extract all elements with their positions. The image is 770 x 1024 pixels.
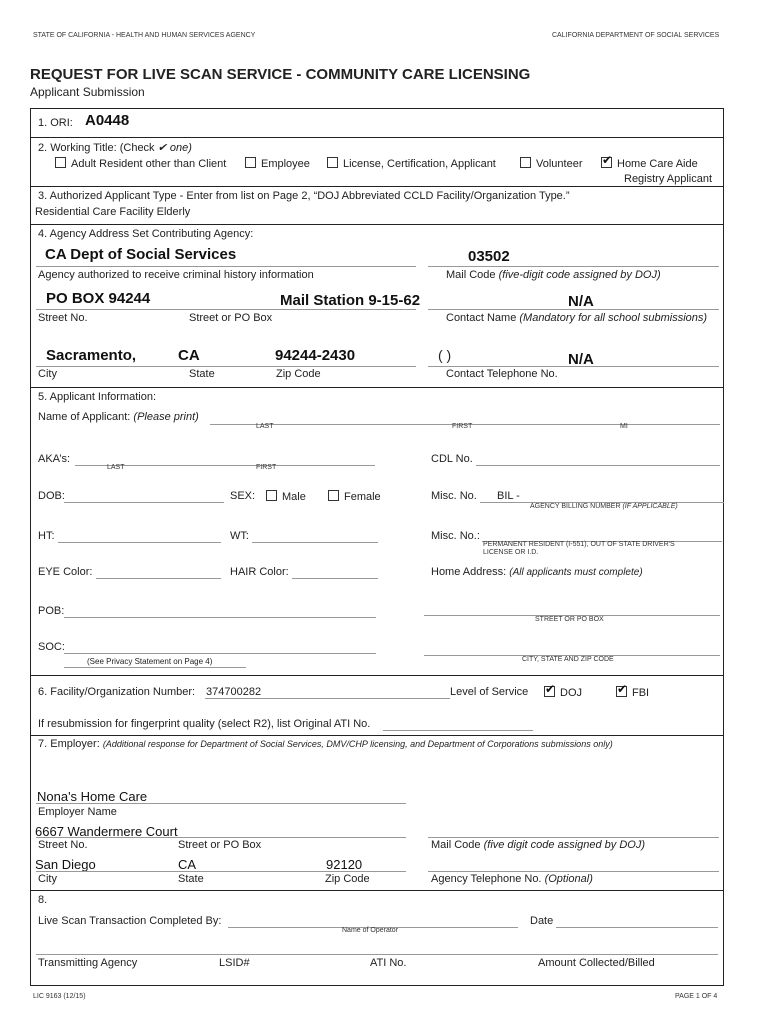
phone-value[interactable]: N/A [568, 351, 594, 368]
aka-label: AKA’s: [38, 453, 70, 465]
employer-zip-caption: Zip Code [325, 873, 370, 885]
completed-by-label: Live Scan Transaction Completed By: [38, 915, 222, 927]
street-no-value[interactable]: PO BOX 94244 [46, 290, 151, 307]
height-field[interactable] [58, 542, 221, 543]
checkbox-adult-resident[interactable] [55, 157, 66, 168]
ori-value[interactable]: A0448 [85, 112, 130, 129]
city-caption: City [38, 368, 57, 380]
pob-field[interactable] [64, 617, 376, 618]
employer-city-value[interactable]: San Diego [35, 857, 96, 872]
date-label: Date [530, 915, 554, 927]
state-value[interactable]: CA [178, 347, 200, 364]
employer-mail-code-field[interactable] [428, 837, 719, 838]
applicant-info-label: 5. Applicant Information: [38, 391, 157, 403]
option-volunteer[interactable]: Volunteer [520, 157, 582, 170]
mail-code-value[interactable]: 03502 [468, 248, 510, 265]
option-home-care-aide[interactable]: ✔ Home Care Aide [601, 157, 698, 170]
employer-zip-value[interactable]: 92120 [326, 857, 363, 872]
ati-caption: ATI No. [370, 957, 407, 969]
applicant-type-value[interactable]: Residential Care Facility Elderly [35, 206, 191, 218]
sex-male-option[interactable]: Male [266, 490, 306, 503]
misc-no-caption: AGENCY BILLING NUMBER (IF APPLICABLE) [530, 503, 678, 510]
employer-street-no-caption: Street No. [38, 839, 88, 851]
home-street-caption: STREET OR PO BOX [535, 616, 604, 623]
phone-area-code[interactable]: ( ) [438, 347, 452, 363]
misc-no-label: Misc. No. [431, 490, 477, 502]
ori-label: 1. ORI: [38, 117, 73, 129]
employer-street-no-value[interactable]: 6667 Wandermere Court [35, 824, 178, 839]
hair-color-field[interactable] [292, 578, 378, 579]
eye-color-field[interactable] [96, 578, 221, 579]
option-adult-resident[interactable]: Adult Resident other than Client [55, 157, 226, 170]
employer-street-caption: Street or PO Box [178, 839, 262, 851]
checkbox-female[interactable] [328, 490, 339, 501]
facility-number-label: 6. Facility/Organization Number: [38, 686, 196, 698]
checkbox-home-care-aide[interactable] [601, 157, 612, 168]
department-header: CALIFORNIA DEPARTMENT OF SOCIAL SERVICES [552, 32, 720, 39]
service-doj-option[interactable]: ✔ DOJ [544, 686, 582, 699]
weight-field[interactable] [252, 542, 378, 543]
form-title: REQUEST FOR LIVE SCAN SERVICE - COMMUNITY CARE LICENSING [30, 66, 531, 83]
cdl-label: CDL No. [431, 453, 473, 465]
pob-label: POB: [38, 605, 65, 617]
employer-state-caption: State [178, 873, 204, 885]
section-8-label: 8. [38, 894, 48, 906]
checkbox-male[interactable] [266, 490, 277, 501]
checkbox-volunteer[interactable] [520, 157, 531, 168]
zip-value[interactable]: 94244-2430 [275, 347, 356, 364]
operator-caption: Name of Operator [342, 927, 399, 934]
misc-no-2-label: Misc. No.: [431, 530, 480, 542]
misc-no-2-caption-2: LICENSE OR I.D. [483, 549, 539, 556]
street-caption: Street or PO Box [189, 312, 273, 324]
form-subtitle: Applicant Submission [30, 85, 145, 99]
zip-caption: Zip Code [276, 368, 321, 380]
name-first-caption: FIRST [452, 423, 473, 430]
option-license-applicant[interactable]: License, Certification, Applicant [327, 157, 496, 170]
level-of-service-label: Level of Service [450, 686, 529, 698]
name-last-caption: LAST [256, 423, 274, 430]
option-employee[interactable]: Employee [245, 157, 310, 170]
sex-label: SEX: [230, 490, 256, 502]
employer-phone-caption: Agency Telephone No. (Optional) [431, 873, 593, 885]
amount-caption: Amount Collected/Billed [538, 957, 655, 969]
employer-name-caption: Employer Name [38, 806, 117, 818]
aka-last-caption: LAST [107, 464, 125, 471]
lsid-caption: LSID# [219, 957, 250, 969]
agency-name-value[interactable]: CA Dept of Social Services [45, 246, 237, 263]
employer-label: 7. Employer: (Additional response for Department of Social Services, DMV/CHP licensing, and Department of Corporations submissions only) [38, 738, 613, 750]
agency-name-caption: Agency authorized to receive criminal history information [38, 269, 314, 281]
weight-label: WT: [230, 530, 249, 542]
page-number: PAGE 1 OF 4 [675, 993, 718, 1000]
misc-no-2-caption: PERMANENT RESIDENT (I-551), OUT OF STATE DRIVER'S [483, 541, 675, 548]
eye-color-label: EYE Color: [38, 566, 93, 578]
home-city-caption: CITY, STATE AND ZIP CODE [522, 656, 614, 663]
facility-number-value[interactable]: 374700282 [206, 686, 262, 698]
dob-field[interactable] [64, 502, 224, 503]
applicant-type-label: 3. Authorized Applicant Type - Enter from list on Page 2, “DOJ Abbreviated CCLD Facility/Organization Type.” [38, 190, 570, 202]
phone-caption: Contact Telephone No. [446, 368, 558, 380]
street-no-caption: Street No. [38, 312, 88, 324]
option-home-care-aide-cont: Registry Applicant [624, 173, 713, 185]
soc-field[interactable] [64, 653, 376, 654]
hair-color-label: HAIR Color: [230, 566, 289, 578]
checkbox-license-applicant[interactable] [327, 157, 338, 168]
cdl-field[interactable] [476, 465, 720, 466]
employer-state-value[interactable]: CA [178, 857, 197, 872]
privacy-note: (See Privacy Statement on Page 4) [87, 657, 213, 666]
height-label: HT: [38, 530, 55, 542]
checkbox-employee[interactable] [245, 157, 256, 168]
employer-phone-field[interactable] [428, 871, 719, 872]
home-address-label: Home Address: (All applicants must complete) [431, 566, 643, 578]
transmitting-field[interactable] [36, 954, 718, 955]
misc-no-value[interactable]: BIL - [497, 490, 520, 502]
working-title-label: 2. Working Title: (Check ✔ one) [38, 142, 192, 154]
service-fbi-option[interactable]: ✔ FBI [616, 686, 649, 699]
dob-label: DOB: [38, 490, 65, 502]
transmitting-agency-caption: Transmitting Agency [38, 957, 138, 969]
date-field[interactable] [556, 927, 718, 928]
agency-address-label: 4. Agency Address Set Contributing Agency: [38, 228, 254, 240]
employer-name-value[interactable]: Nona's Home Care [37, 789, 148, 804]
street-value[interactable]: Mail Station 9-15-62 [280, 292, 421, 309]
form-number: LIC 9163 (12/15) [33, 993, 86, 1000]
mail-code-caption: Mail Code (five-digit code assigned by DOJ) [446, 269, 661, 281]
aka-first-caption: FIRST [256, 464, 277, 471]
employer-mail-code-caption: Mail Code (five digit code assigned by DOJ) [431, 839, 646, 851]
employer-city-caption: City [38, 873, 57, 885]
checkbox-fbi[interactable] [616, 686, 627, 697]
checkbox-doj[interactable] [544, 686, 555, 697]
state-caption: State [189, 368, 215, 380]
sex-female-option[interactable]: Female [328, 490, 381, 503]
city-value[interactable]: Sacramento, [46, 347, 137, 364]
agency-header: STATE OF CALIFORNIA - HEALTH AND HUMAN SERVICES AGENCY [33, 32, 256, 39]
name-mi-caption: MI [620, 423, 628, 430]
contact-name-caption: Contact Name (Mandatory for all school submissions) [446, 312, 708, 324]
soc-label: SOC: [38, 641, 65, 653]
original-ati-field[interactable] [383, 730, 533, 731]
applicant-name-label: Name of Applicant: (Please print) [38, 411, 199, 423]
resubmission-label: If resubmission for fingerprint quality (select R2), list Original ATI No. [38, 718, 371, 730]
contact-name-value[interactable]: N/A [568, 293, 594, 310]
